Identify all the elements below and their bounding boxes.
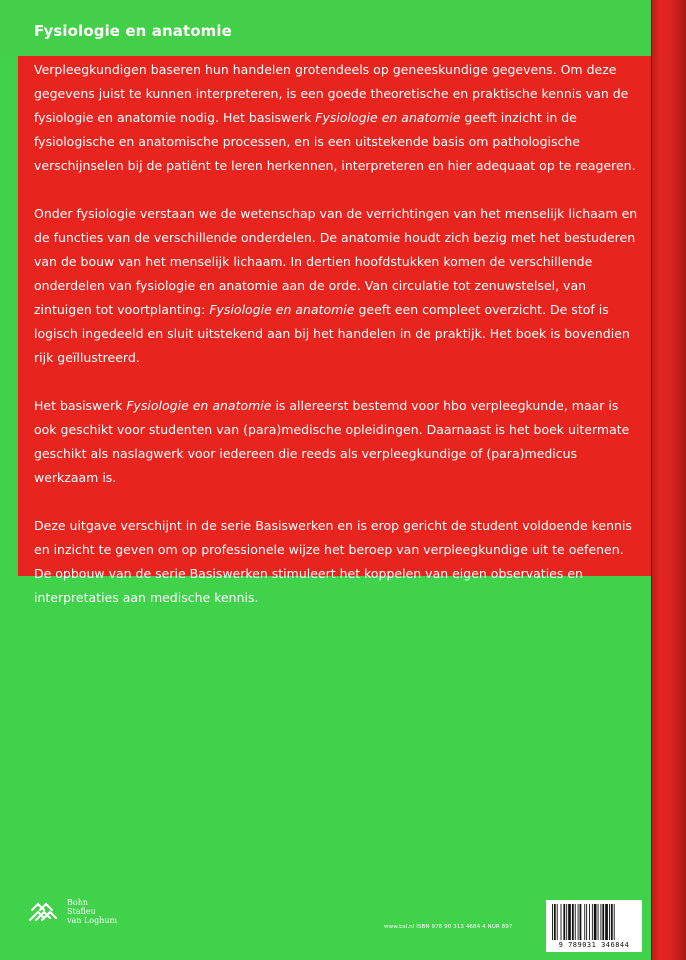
title-band <box>0 0 652 56</box>
barcode-bar <box>586 904 587 940</box>
barcode <box>546 900 642 952</box>
barcode-bar <box>561 904 562 940</box>
book-title-italic: Fysiologie en anatomie <box>315 110 461 125</box>
barcode-bar <box>605 904 608 940</box>
publisher-name-line: Bohn <box>67 897 88 907</box>
barcode-bar <box>554 904 556 940</box>
barcode-bar <box>592 904 593 940</box>
barcode-digits: 9 789031 346844 <box>558 941 630 949</box>
blurb-paragraph: Het basiswerk Fysiologie en anatomie is allereerst bestemd voor hbo verpleegkunde, maar is ook geschikt voor studenten van (para)medische opleidingen. Daarnaast is het boek uitermate geschikt als naslagwerk voor iedereen die reeds als verpleegkundige of (para)medicus werkzaam is. <box>34 398 630 485</box>
barcode-bar <box>598 904 599 940</box>
barcode-bar <box>589 904 590 940</box>
book-title-italic: Fysiologie en anatomie <box>126 398 272 413</box>
barcode-bar <box>572 904 574 940</box>
barcode-bar <box>575 904 576 940</box>
bsl-logo-icon <box>26 896 64 926</box>
barcode-bar <box>611 904 613 940</box>
barcode-bar <box>614 904 615 940</box>
barcode-bar <box>580 904 582 940</box>
publisher-name-line: van Loghum <box>67 915 118 925</box>
barcode-bar <box>557 904 558 940</box>
barcode-bar <box>552 904 553 940</box>
barcode-bar <box>566 904 567 940</box>
blurb-paragraph: Verpleegkundigen baseren hun handelen grotendeels op geneeskundige gegevens. Om deze gegevens juist te kunnen interpreteren, is een goede theoretische en praktische kennis van de fysiologie en anatomie nodig. Het basiswerk Fysiologie en anatomie geeft inzicht in de fysiologische en anatomische processen, en is een uitstekende basis om pathologische verschijnselen bij de patiënt te leren herkennen, interpreteren en hier adequaat op te reageren. <box>34 62 636 173</box>
barcode-bar <box>600 904 601 940</box>
book-spine <box>652 0 686 960</box>
blurb-text <box>34 58 640 634</box>
publisher-logo <box>26 896 117 926</box>
book-title: Fysiologie en anatomie <box>34 22 232 40</box>
publisher-name-line: Stafleu <box>67 906 96 916</box>
barcode-bar <box>568 904 571 940</box>
barcode-bar <box>584 904 585 940</box>
blurb-paragraph: Deze uitgave verschijnt in de serie Basiswerken en is erop gericht de student voldoende kennis en inzicht te geven om op professionele wijze het beroep van verpleegkundige uit te oefenen. De opbouw van de serie Basiswerken stimuleert het koppelen van eigen observaties en interpretaties aan medische kennis. <box>34 518 632 605</box>
barcode-icon <box>552 904 636 940</box>
barcode-bar <box>578 904 579 940</box>
barcode-bar <box>609 904 610 940</box>
book-title-italic: Fysiologie en anatomie <box>209 302 355 317</box>
publisher-name <box>67 898 117 925</box>
blurb-paragraph: Onder fysiologie verstaan we de wetenschap van de verrichtingen van het menselijk lichaam en de functies van de verschillende onderdelen. De anatomie houdt zich bezig met het bestuderen van de bouw van het menselijk lichaam. In dertien hoofdstukken komen de verschillende onderdelen van fysiologie en anatomie aan de orde. Van circulatie tot zenuwstelsel, van zintuigen tot voortplanting: Fysiologie en anatomie geeft een compleet overzicht. De stof is logisch ingedeeld en sluit uitstekend aan bij het handelen in de praktijk. Het boek is bovendien rijk geïllustreerd. <box>34 206 638 365</box>
barcode-bar <box>602 904 604 940</box>
barcode-bar <box>594 904 597 940</box>
barcode-bar <box>563 904 565 940</box>
isbn-imprint: www.bsl.nl ISBN 978 90 313 4684 4 NUR 897 <box>384 924 513 930</box>
blurb-block <box>18 56 652 605</box>
